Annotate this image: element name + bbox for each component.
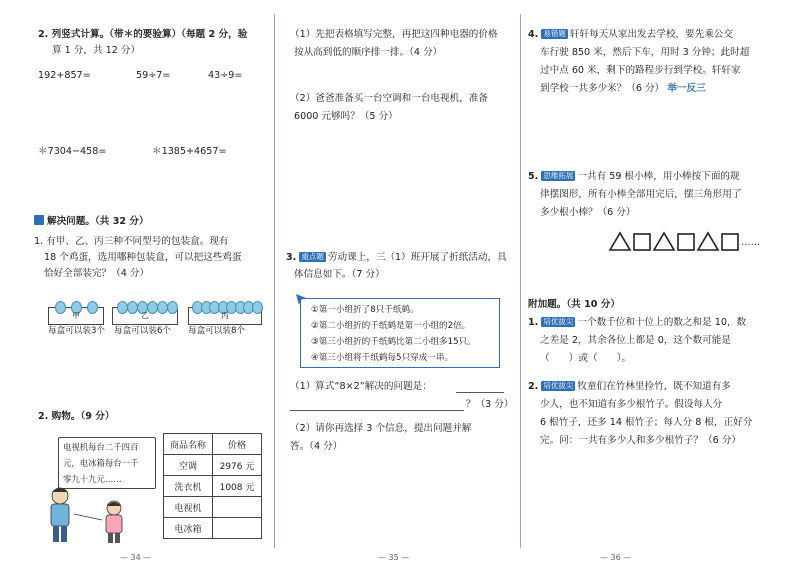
table-cell: 2976 元 [213, 455, 262, 476]
e2-tag: 培优拔尖 [543, 381, 574, 390]
p3-tag: 重点题 [301, 252, 324, 261]
p1-line1: 1. 有甲、乙、丙三种不同型号的包装盒。现有 [34, 236, 229, 247]
practice-link[interactable]: 举一反三 [667, 83, 706, 94]
table-cell-blank[interactable] [213, 518, 262, 539]
calc-1: 192+857= [38, 70, 91, 81]
p4-line2: 车行驶 850 米，然后下车，用时 3 分钟；此时超 [540, 47, 750, 58]
e2-line1: 2. 培优拔尖 牧童们在竹林里捡竹，既不知道有多 [528, 381, 731, 392]
calc-2: 59÷7= [136, 70, 171, 81]
p4-line4: 到学校一共多少米？（6 分） 举一反三 [540, 83, 706, 94]
p3-line2: 体信息如下。（7 分） [294, 269, 385, 280]
q1-line1: （1）先把表格填写完整，再把这四种电器的价格 [290, 29, 498, 40]
table-row [164, 455, 262, 476]
e2-line2: 少人，也不知道有多少根竹子。假设每人分 [540, 399, 723, 410]
q1-line2: 按从高到低的顺序排一排。（4 分） [294, 47, 443, 58]
s1-line2: ？（3 分） [466, 399, 514, 410]
p1-line2: 18 个鸡蛋，选用哪种包装盒，可以把这些鸡蛋 [44, 252, 242, 263]
table-cell: 电冰箱 [164, 518, 213, 539]
section-icon [34, 215, 44, 225]
speech-bubble [58, 437, 156, 489]
pushpin-icon [294, 292, 308, 306]
e1-tag: 培优拔尖 [543, 317, 574, 326]
e1-line2: 之差是 2，其余各位上都是 0，这个数可能是 [540, 335, 731, 346]
q2-line2: 6000 元够吗？（5 分） [294, 111, 398, 122]
s1-line1: （1）算式“8×2”解决的问题是： [290, 381, 432, 392]
e1-line3: （ ）或（ ）。 [540, 353, 632, 364]
egg-box-a [48, 307, 104, 325]
stick-pattern [608, 230, 761, 254]
page-35 [278, 0, 520, 566]
cap-a: 每盒可以装3个 [48, 326, 106, 336]
page-36 [520, 0, 800, 566]
pattern-dots: …… [741, 237, 761, 248]
box-c-label: 丙 [221, 311, 229, 320]
info-1: ①第一小组折了8只千纸鹤。 [311, 305, 419, 315]
table-row [164, 518, 262, 539]
table-cell-blank[interactable] [213, 497, 262, 518]
square-shape [634, 234, 650, 250]
egg-box-b [112, 307, 178, 325]
bubble-line3: 零九十九元…… [63, 474, 122, 484]
table-row [164, 497, 262, 518]
table-header-price: 价格 [213, 434, 262, 455]
square-shape [722, 234, 738, 250]
info-2: ②第二小组折的千纸鹤是第一小组的2倍。 [311, 321, 471, 331]
s2-line1: （2）请你再选择 3 个信息，提出问题并解 [290, 423, 472, 434]
e1-line1: 1. 培优拔尖 一个数千位和十位上的数之和是 10，数 [528, 317, 747, 328]
table-cell: 1008 元 [213, 476, 262, 497]
section-solve: 解决问题。（共 32 分） [34, 215, 149, 229]
bubble-line1: 电视机每台二千四百 [63, 442, 139, 452]
q2-title: 2. 列竖式计算。（带＊的要验算）（每题 2 分，验 [38, 29, 248, 40]
p4-line3: 过中点 60 米，剩下的路程步行到学校。轩轩家 [540, 65, 741, 76]
table-cell: 电视机 [164, 497, 213, 518]
q2-title-cont: 算 1 分，共 12 分） [52, 45, 141, 56]
column-divider [274, 14, 275, 548]
p5-line3: 多少根小棒？（6 分） [540, 207, 636, 218]
page-34 [0, 0, 272, 566]
p4-line1: 4. 易错题 轩轩每天从家出发去学校，要先乘公交 [528, 29, 733, 40]
page-number: — 34 — [120, 553, 152, 562]
p5-line1: 5. 思维拓展 一共有 59 根小棒，用小棒按下面的规 [528, 171, 740, 182]
table-row [164, 476, 262, 497]
s2-line2: 答。（4 分） [290, 441, 343, 452]
square-shape [678, 234, 694, 250]
page-number: — 36 — [600, 553, 632, 562]
e2-line4: 完。问：一共有多少人和多少根竹子？（6 分） [540, 435, 742, 446]
triangle-shape [698, 233, 718, 250]
calc-4: ＊7304−458= [38, 146, 107, 157]
answer-line[interactable] [290, 410, 464, 411]
calc-3: 43÷9= [208, 70, 243, 81]
triangle-shape [654, 233, 674, 250]
cap-b: 每盒可以装6个 [114, 326, 172, 336]
box-b-label: 乙 [141, 311, 149, 320]
p2-title: 2. 购物。（9 分） [38, 411, 115, 422]
egg-box-c [188, 307, 262, 325]
page-number: — 35 — [378, 553, 410, 562]
info-4: ④第三小组将千纸鹤每5只穿成一串。 [311, 353, 454, 363]
table-cell: 洗衣机 [164, 476, 213, 497]
p5-line2: 律摆图形，所有小棒全部用完后，摆三角形用了 [540, 189, 742, 200]
box-a-label: 甲 [72, 311, 80, 320]
cap-c: 每盒可以装8个 [188, 326, 246, 336]
info-3: ③第三小组折的千纸鹤比第二小组多15只。 [311, 337, 476, 347]
p5-tag: 思维拓展 [543, 171, 574, 180]
triangle-shape [610, 233, 630, 250]
table-header-name: 商品名称 [164, 434, 213, 455]
table-cell: 空调 [164, 455, 213, 476]
p3-line1: 3. 重点题 劳动课上，三（1）班开展了折纸活动，具 [286, 252, 507, 263]
p1-line3: 恰好全部装完？（4 分） [44, 268, 150, 279]
bubble-line2: 元，电冰箱每台一千 [63, 458, 139, 468]
calc-5: ＊1385+4657= [152, 146, 227, 157]
price-table [163, 433, 262, 539]
info-card [300, 298, 500, 368]
p4-tag: 易错题 [543, 29, 566, 38]
extra-section: 附加题。（共 10 分） [528, 299, 620, 310]
answer-line[interactable] [456, 392, 504, 393]
e2-line3: 6 根竹子，还多 14 根竹子；每人分 8 根，正好分 [540, 417, 753, 428]
q2-line1: （2）爸爸准备买一台空调和一台电视机，准备 [290, 93, 488, 104]
shoppers-illustration [44, 484, 154, 546]
